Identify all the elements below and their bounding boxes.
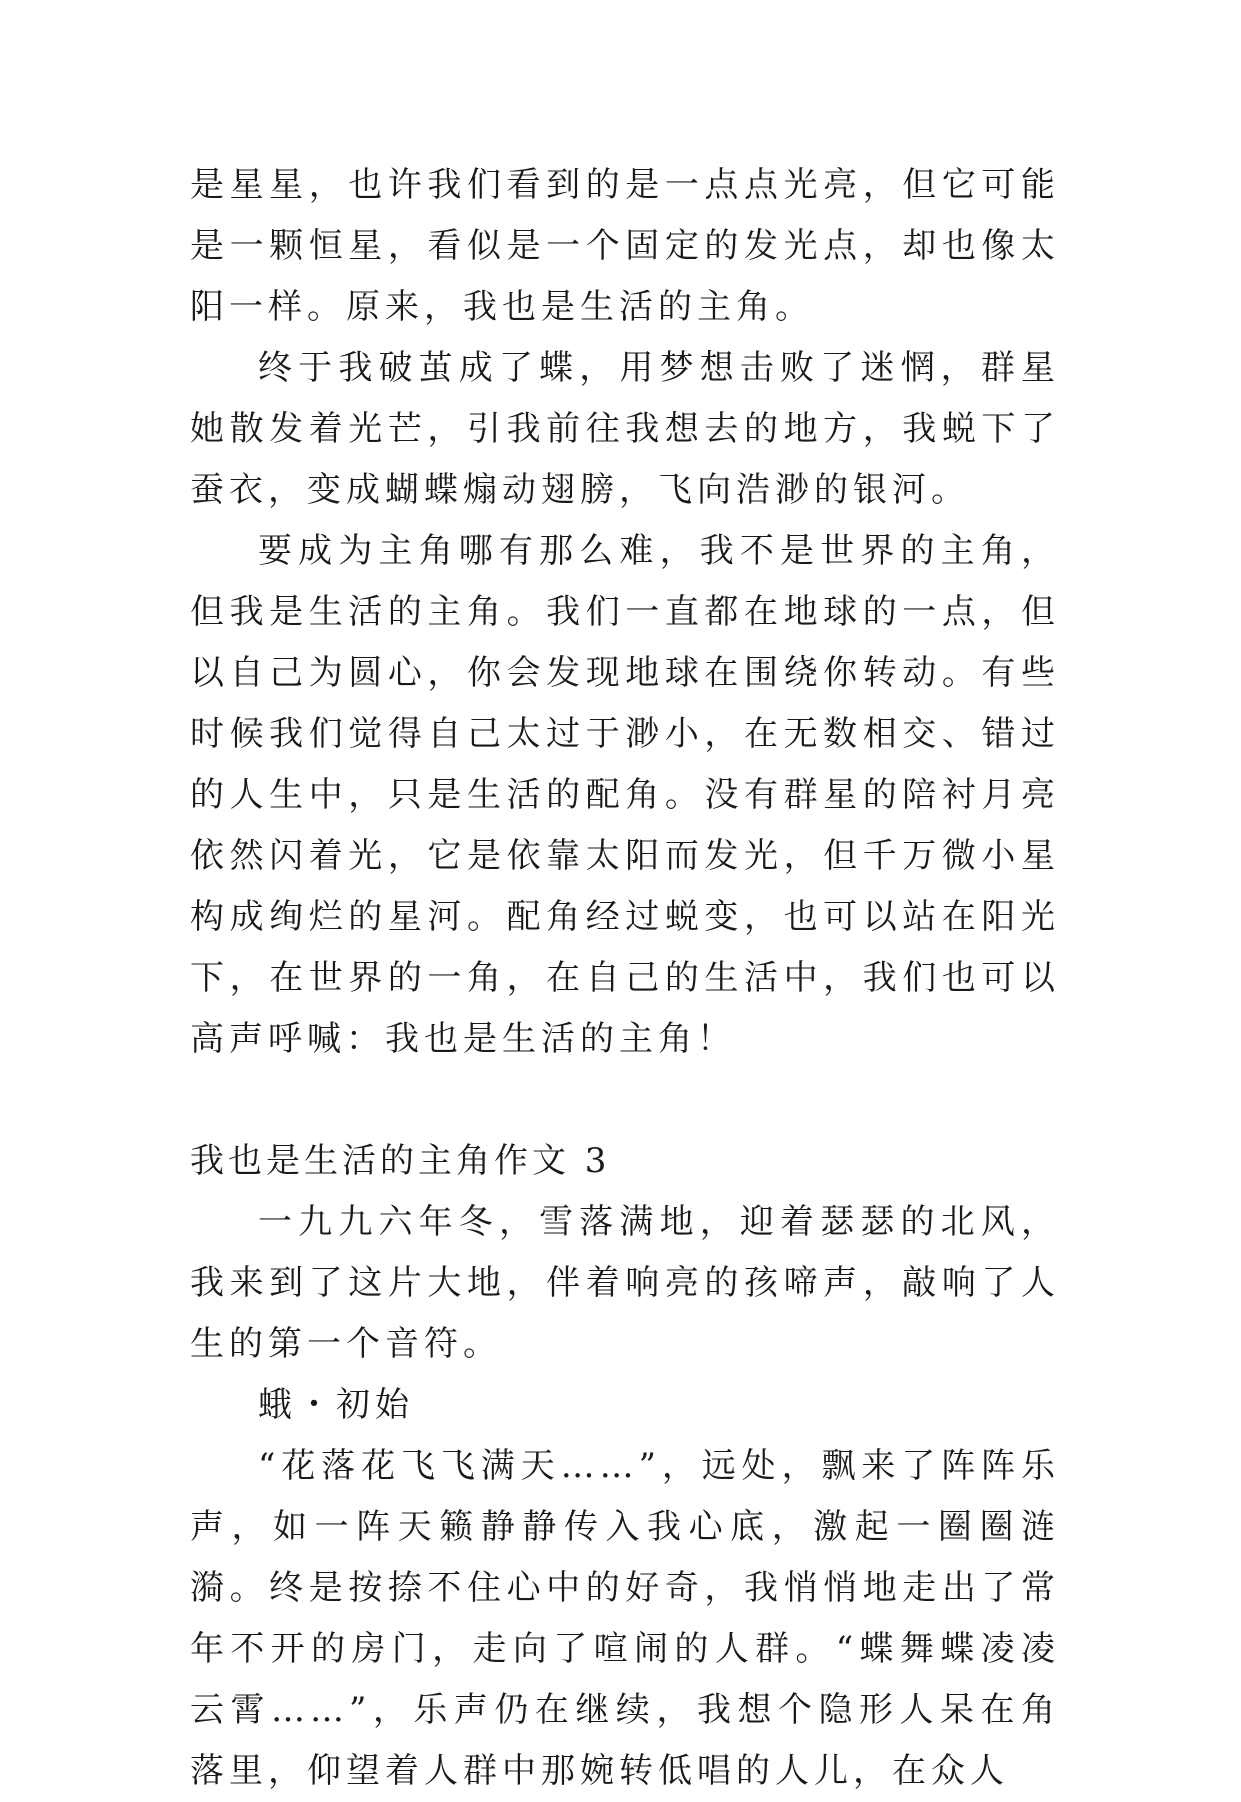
paragraph: 终于我破茧成了蝶，用梦想击败了迷惘，群星她散发着光芒，引我前往我想去的地方，我蜕下了蚕衣，变成蝴蝶煽动翅膀，飞向浩渺的银河。 xyxy=(190,348,1060,510)
paragraph: “花落花飞飞满天……”，远处，飘来了阵阵乐声，如一阵天籁静静传入我心底，激起一圈圈涟漪。终是按捺不住心中的好奇，我悄悄地走出了常年不开的房门，走向了喧闹的人群。“蝶舞蝶凌凌云霄……”，乐声仍在继续，我想个隐形人呆在角落里，仰望着人群中那婉转低唱的人儿，在众人 xyxy=(190,1446,1060,1791)
paragraph-continued: 是星星，也许我们看到的是一点点光亮，但它可能是一颗恒星，看似是一个固定的发光点，却也像太阳一样。原来，我也是生活的主角。 xyxy=(190,165,1060,327)
document-body xyxy=(190,155,1060,1802)
paragraph: 要成为主角哪有那么难，我不是世界的主角，但我是生活的主角。我们一直都在地球的一点，但以自己为圆心，你会发现地球在围绕你转动。有些时候我们觉得自己太过于渺小，在无数相交、错过的人生中，只是生活的配角。没有群星的陪衬月亮依然闪着光，它是依靠太阳而发光，但千万微小星构成绚烂的星河。配角经过蜕变，也可以站在阳光下，在世界的一角，在自己的生活中，我们也可以高声呼喊：我也是生活的主角！ xyxy=(190,531,1060,1059)
subheading: 蛾・初始 xyxy=(258,1385,414,1425)
section-title: 我也是生活的主角作文 3 xyxy=(190,1141,611,1181)
paragraph: 一九九六年冬，雪落满地，迎着瑟瑟的北风，我来到了这片大地，伴着响亮的孩啼声，敲响了人生的第一个音符。 xyxy=(190,1202,1060,1364)
